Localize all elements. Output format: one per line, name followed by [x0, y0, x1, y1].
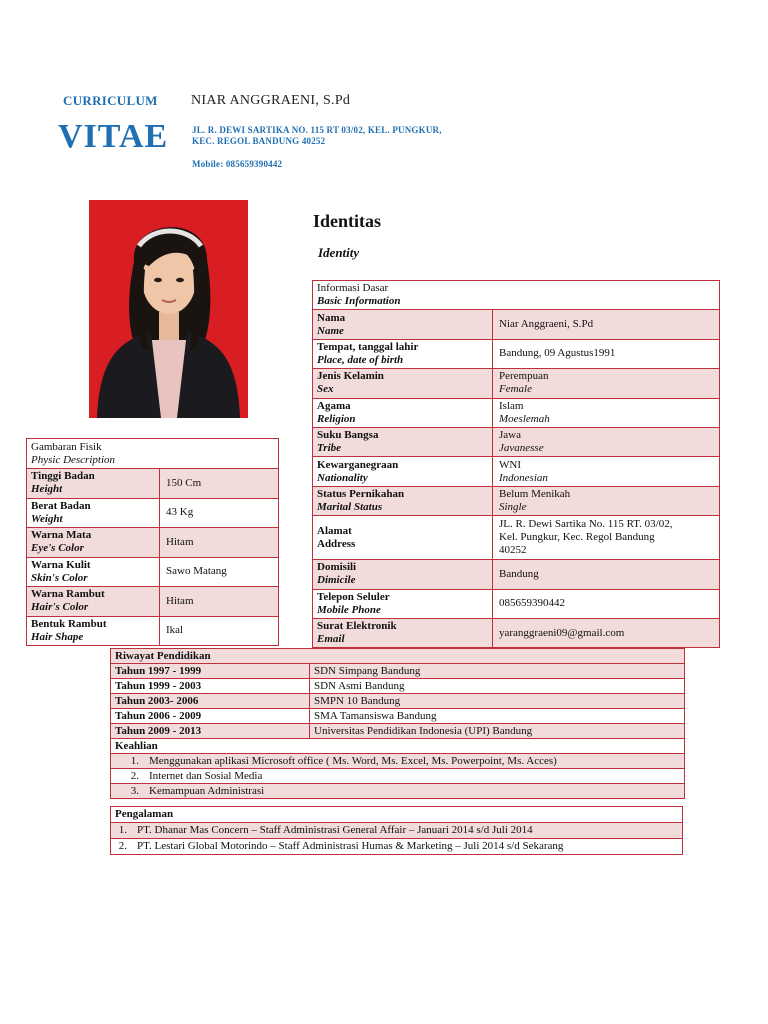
identity-label: Tempat, tanggal lahir [317, 340, 419, 353]
identity-value-en: Javanesse [499, 442, 544, 455]
identity-row [313, 560, 720, 589]
identity-row [313, 339, 720, 368]
identity-label-en: Place, date of birth [317, 353, 404, 366]
experience-table [110, 806, 683, 855]
identity-label-en: Religion [317, 412, 356, 425]
identity-value: Belum Menikah [499, 487, 571, 500]
skills-item-text: Menggunakan aplikasi Microsoft office ( Ms. Word, Ms. Excel, Ms. Powerpoint, Ms. Acces) [149, 755, 557, 767]
identity-row [313, 369, 720, 398]
education-row [111, 679, 685, 694]
education-years: Tahun 2003- 2006 [111, 694, 310, 709]
identity-value: Islam [499, 399, 524, 412]
physical-row [27, 557, 279, 587]
identity-value: Bandung, 09 Agustus1991 [499, 347, 616, 360]
identity-value: Perempuan [499, 370, 549, 383]
experience-header-row [111, 807, 683, 823]
education-header: Riwayat Pendidikan [111, 649, 685, 664]
identity-header-row [313, 281, 720, 310]
education-school: SMPN 10 Bandung [310, 694, 685, 709]
profile-photo [89, 200, 248, 418]
physical-value: Ikal [160, 616, 279, 646]
identity-label: Jenis Kelamin [317, 370, 384, 383]
identity-value-en: Indonesian [499, 471, 548, 484]
education-years: Tahun 2009 - 2013 [111, 724, 310, 739]
education-years: Tahun 1997 - 1999 [111, 664, 310, 679]
identity-row [313, 398, 720, 427]
physical-row [27, 587, 279, 617]
header-vitae: VITAE [58, 118, 169, 155]
identity-header-en: Basic Information [317, 295, 401, 308]
header-curriculum: CURRICULUM [63, 93, 158, 108]
identity-row [313, 516, 720, 560]
identity-value-line2: Kel. Pungkur, Kec. Regol Bandung [499, 531, 655, 544]
education-row [111, 664, 685, 679]
identity-value-en: Female [499, 383, 532, 396]
education-row [111, 709, 685, 724]
identity-value: WNI [499, 458, 521, 471]
header-mobile: Mobile: 085659390442 [192, 159, 283, 169]
identity-label-en: Mobile Phone [317, 603, 381, 616]
identity-label-en: Marital Status [317, 500, 383, 513]
identity-value-en: Moeslemah [499, 412, 550, 425]
identity-label-en: Dimicile [317, 574, 356, 587]
physical-row [27, 469, 279, 499]
identity-row [313, 310, 720, 339]
physical-description-table [26, 438, 279, 646]
identity-label: Agama [317, 399, 351, 412]
physical-label-en: Hair's Color [31, 601, 89, 614]
physical-label-en: Height [31, 483, 63, 496]
skills-item-number: 2. [130, 770, 139, 782]
header-name: NIAR ANGGRAENI, S.Pd [191, 93, 351, 108]
skills-header: Keahlian [111, 739, 685, 754]
header-address-line1: JL. R. DEWI SARTIKA NO. 115 RT 03/02, KEL. PUNGKUR, [192, 125, 442, 135]
physical-label: Warna Mata [31, 529, 92, 542]
identity-value: Bandung [499, 567, 539, 580]
physical-label: Bentuk Rambut [31, 617, 107, 630]
identity-row [313, 486, 720, 515]
education-row [111, 694, 685, 709]
skills-item-text: Kemampuan Administrasi [149, 785, 265, 797]
section-subtitle: Identity [318, 245, 360, 260]
experience-item-text: PT. Lestari Global Motorindo – Staff Administrasi Humas & Marketing – Juli 2014 s/d Sekarang [137, 840, 564, 852]
physical-label: Berat Badan [31, 499, 91, 512]
education-row [111, 724, 685, 739]
identity-label-en: Nationality [317, 471, 368, 484]
identity-label: Telepon Seluler [317, 590, 390, 603]
physical-value: Hitam [160, 587, 279, 617]
physical-header-row [27, 439, 279, 469]
education-school: SDN Simpang Bandung [310, 664, 685, 679]
identity-value: yaranggraeni09@gmail.com [499, 626, 625, 639]
experience-header: Pengalaman [111, 807, 683, 823]
identity-label-en: Email [317, 633, 345, 646]
identity-label: Surat Elektronik [317, 620, 397, 633]
identity-label: Suku Bangsa [317, 429, 379, 442]
physical-label: Warna Rambut [31, 588, 105, 601]
identity-header-id: Informasi Dasar [317, 282, 389, 295]
identity-value-line3: 40252 [499, 544, 527, 557]
skills-item-text: Internet dan Sosial Media [149, 770, 263, 782]
physical-label-en: Skin's Color [31, 571, 88, 584]
skills-item-number: 1. [130, 755, 139, 767]
skills-item [111, 784, 685, 799]
physical-row [27, 528, 279, 558]
identity-header [313, 281, 720, 310]
identity-value: Jawa [499, 429, 521, 442]
skills-item [111, 754, 685, 769]
identity-label: Alamat [317, 524, 352, 537]
physical-value: 43 Kg [160, 498, 279, 528]
skills-header-row [111, 739, 685, 754]
physical-header [27, 439, 279, 469]
education-school: SDN Asmi Bandung [310, 679, 685, 694]
education-school: Universitas Pendidikan Indonesia (UPI) Bandung [310, 724, 685, 739]
identity-label-en: Sex [317, 383, 334, 396]
education-years: Tahun 2006 - 2009 [111, 709, 310, 724]
physical-label: Tinggi Badan [31, 470, 95, 483]
identity-row [313, 589, 720, 618]
physical-value: 150 Cm [160, 469, 279, 499]
physical-value: Hitam [160, 528, 279, 558]
experience-item [111, 839, 683, 855]
physical-value: Sawo Matang [160, 557, 279, 587]
physical-header-en: Physic Description [31, 453, 116, 466]
physical-label-en: Weight [31, 512, 63, 525]
identity-table [312, 280, 720, 648]
education-years: Tahun 1999 - 2003 [111, 679, 310, 694]
identity-label-en: Tribe [317, 442, 342, 455]
education-school: SMA Tamansiswa Bandung [310, 709, 685, 724]
identity-row [313, 427, 720, 456]
identity-row [313, 457, 720, 486]
education-header-row [111, 649, 685, 664]
physical-row [27, 616, 279, 646]
identity-label: Nama [317, 311, 346, 324]
physical-label: Warna Kulit [31, 558, 91, 571]
physical-header-id: Gambaran Fisik [31, 440, 102, 453]
identity-label-en: Address [317, 537, 356, 550]
identity-value-en: Single [499, 500, 527, 513]
identity-label: Domisili [317, 561, 357, 574]
physical-label-en: Hair Shape [31, 630, 84, 643]
identity-value: JL. R. Dewi Sartika No. 115 RT. 03/02, [499, 518, 673, 531]
identity-value: 085659390442 [499, 597, 565, 610]
identity-label: Status Pernikahan [317, 487, 405, 500]
identity-row [313, 618, 720, 647]
section-title: Identitas [313, 211, 382, 231]
skills-item [111, 769, 685, 784]
experience-item-number: 2. [118, 840, 127, 852]
experience-item-number: 1. [118, 824, 127, 836]
experience-item-text: PT. Dhanar Mas Concern – Staff Administrasi General Affair – Januari 2014 s/d Juli 2014 [137, 824, 533, 836]
physical-row [27, 498, 279, 528]
identity-value: Niar Anggraeni, S.Pd [499, 318, 594, 331]
identity-label-en: Name [317, 324, 344, 337]
education-table [110, 648, 685, 799]
experience-item [111, 823, 683, 839]
header-address-line2: KEC. REGOL BANDUNG 40252 [192, 136, 326, 146]
physical-label-en: Eye's Color [31, 542, 84, 555]
identity-label: Kewarganegraan [317, 458, 399, 471]
skills-item-number: 3. [130, 785, 139, 797]
